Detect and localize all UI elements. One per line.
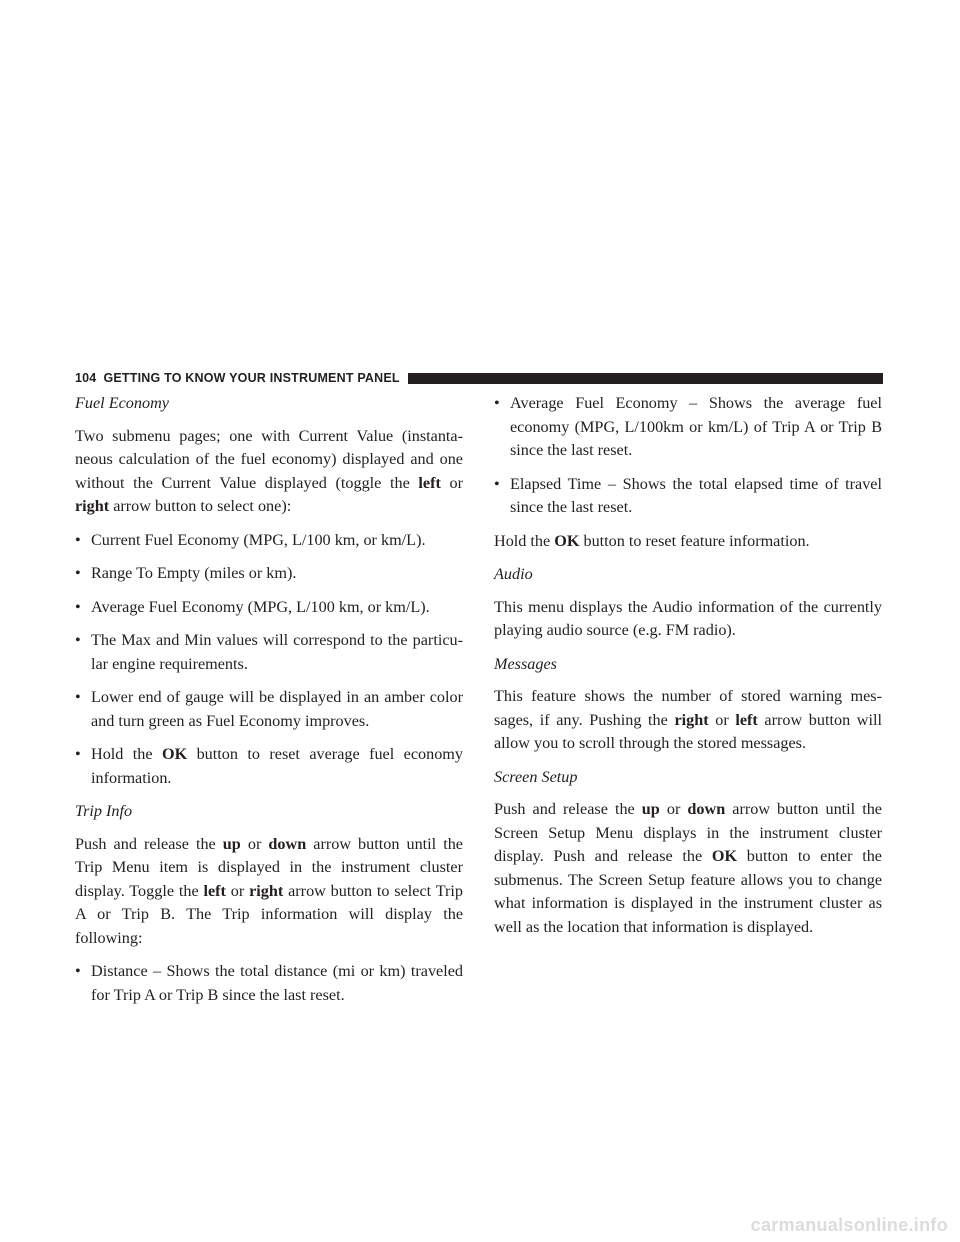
audio-body: This menu displays the Audio information of the currently playing audio source (e.g. FM radio). bbox=[494, 597, 882, 639]
screen-setup-heading: Screen Setup bbox=[494, 767, 578, 786]
list-item: • The Max and Min values will correspond to the particu-lar engine requirements. bbox=[75, 629, 463, 676]
list-item: • Hold the OK button to reset average fuel economy information. bbox=[75, 743, 463, 790]
fuel-economy-list bbox=[75, 529, 463, 791]
fuel-economy-intro: Two submenu pages; one with Current Value (instanta-neous calculation of the fuel economy) displayed and one without the Current Value displayed (toggle the left or right arrow button to select one): bbox=[75, 426, 463, 515]
trip-info-body: Push and release the up or down arrow button until the Trip Menu item is displayed in the instrument cluster display. Toggle the left or right arrow button to select Trip A or Trip B. The Trip information will display the following: bbox=[75, 834, 463, 947]
messages-heading: Messages bbox=[494, 654, 557, 673]
screen-setup-body: Push and release the up or down arrow button until the Screen Setup Menu displays in the instrument cluster display. Push and release the OK button to enter the submenus. The Screen Setup feature allows you to change what information is displayed in the instrument cluster as well as the location that information is displayed. bbox=[494, 800, 882, 936]
fuel-economy-heading: Fuel Economy bbox=[75, 394, 169, 412]
list-item: • Elapsed Time – Shows the total elapsed time of travel since the last reset. bbox=[494, 473, 882, 520]
page-header bbox=[75, 370, 883, 386]
trip-info-heading: Trip Info bbox=[75, 802, 133, 820]
audio-heading: Audio bbox=[494, 565, 533, 583]
hold-ok-text: Hold the OK button to reset feature information. bbox=[494, 531, 810, 550]
list-item: • Average Fuel Economy – Shows the average fuel economy (MPG, L/100km or km/L) of Trip A or Trip B since the last reset. bbox=[494, 392, 882, 463]
header-rule bbox=[408, 373, 883, 384]
left-column bbox=[75, 392, 463, 1017]
messages-body: This feature shows the number of stored warning mes-sages, if any. Pushing the right or left arrow button will allow you to scroll through the stored messages. bbox=[494, 687, 882, 752]
list-item: • Distance – Shows the total distance (mi or km) traveled for Trip A or Trip B since the last reset. bbox=[75, 960, 463, 1007]
trip-info-list bbox=[75, 960, 463, 1007]
list-item: • Current Fuel Economy (MPG, L/100 km, or km/L). bbox=[75, 529, 463, 553]
list-item: • Lower end of gauge will be displayed in an amber color and turn green as Fuel Economy improves. bbox=[75, 686, 463, 733]
list-item: • Average Fuel Economy (MPG, L/100 km, or km/L). bbox=[75, 596, 463, 620]
trip-info-list-continued bbox=[494, 392, 882, 520]
page-title: GETTING TO KNOW YOUR INSTRUMENT PANEL bbox=[103, 371, 400, 385]
watermark: carmanualsonline.info bbox=[750, 1215, 948, 1235]
list-item: • Range To Empty (miles or km). bbox=[75, 562, 463, 586]
right-column bbox=[494, 392, 882, 949]
page-number: 104 bbox=[75, 371, 97, 385]
